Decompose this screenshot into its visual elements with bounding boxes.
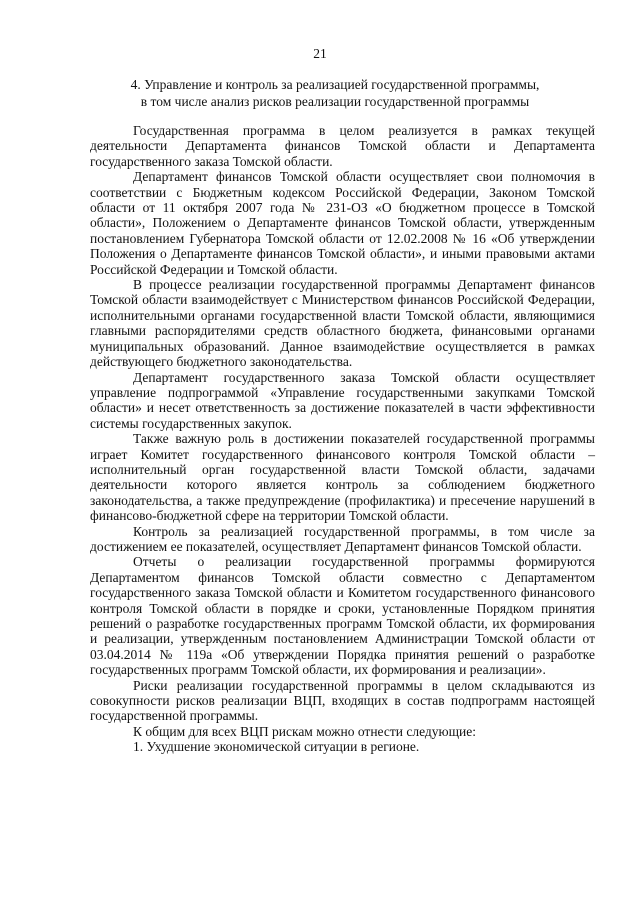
- body-text: [90, 123, 595, 755]
- paragraph: Государственная программа в целом реализуется в рамках текущей деятельности Департамента финансов Томской области и Департамента государственного заказа Томской области.: [90, 123, 595, 169]
- list-intro: К общим для всех ВЦП рискам можно отнести следующие:: [133, 723, 476, 739]
- paragraph: Контроль за реализацией государственной программы, в том числе за достижением ее показателей, осуществляет Департамент финансов Томской области.: [90, 523, 595, 554]
- section-heading-line-2: в том числе анализ рисков реализации государственной программы: [140, 94, 530, 109]
- paragraph: В процессе реализации государственной программы Департамент финансов Томской области взаимодействует с Министерством финансов Российской Федерации, исполнительными органами государственной власти Томской области, являющимися главными распорядителями средств областного бюджета, финансовыми органами муниципальных образований. Данное взаимодействие осуществляется в рамках действующего бюджетного законодательства.: [90, 277, 595, 370]
- paragraph: Департамент государственного заказа Томской области осуществляет управление подпрограммой «Управление государственными закупками Томской области» и несет ответственность за достижение показателей в части эффективности системы государственных закупок.: [90, 369, 595, 431]
- page-number: 21: [313, 46, 327, 61]
- paragraph: Департамент финансов Томской области осуществляет свои полномочия в соответствии с Бюджетным кодексом Российской Федерации, Законом Томской области от 11 октября 2007 года № 231-ОЗ «О бюджетном процессе в Томской области», Положением о Департаменте финансов Томской области, утвержденным постановлением Губернатора Томской области от 12.02.2008 № 16 «Об утверждении Положения о Департаменте финансов Томской области», и иными правовыми актами Российской Федерации и Томской области.: [90, 169, 595, 277]
- paragraph: Также важную роль в достижении показателей государственной программы играет Комитет государственного финансового контроля Томской области – исполнительный орган государственной власти Томской области, задачами деятельности которого является контроль за соблюдением бюджетного законодательства, а также предупреждение (профилактика) и пресечение нарушений в финансово-бюджетной сфере на территории Томской области.: [90, 431, 595, 524]
- section-heading: [86, 76, 584, 110]
- paragraph: Отчеты о реализации государственной программы формируются Департаментом финансов Томской области совместно с Департаментом государственного заказа Томской области и Комитетом государственного финансового контроля Томской области в порядке и сроки, установленные Порядком принятия решений о разработке государственных программ Томской области, их формирования и реализации, утвержденным постановлением Администрации Томской области от 03.04.2014 № 119а «Об утверждении Порядка принятия решений о разработке государственных программ Томской области, их формирования и реализации».: [90, 554, 595, 678]
- paragraph: Риски реализации государственной программы в целом складываются из совокупности рисков реализации ВЦП, входящих в состав подпрограмм настоящей государственной программы.: [90, 677, 595, 724]
- section-heading-line-1: 4. Управление и контроль за реализацией государственной программы,: [130, 77, 540, 92]
- list-item: 1. Ухудшение экономической ситуации в регионе.: [133, 739, 420, 755]
